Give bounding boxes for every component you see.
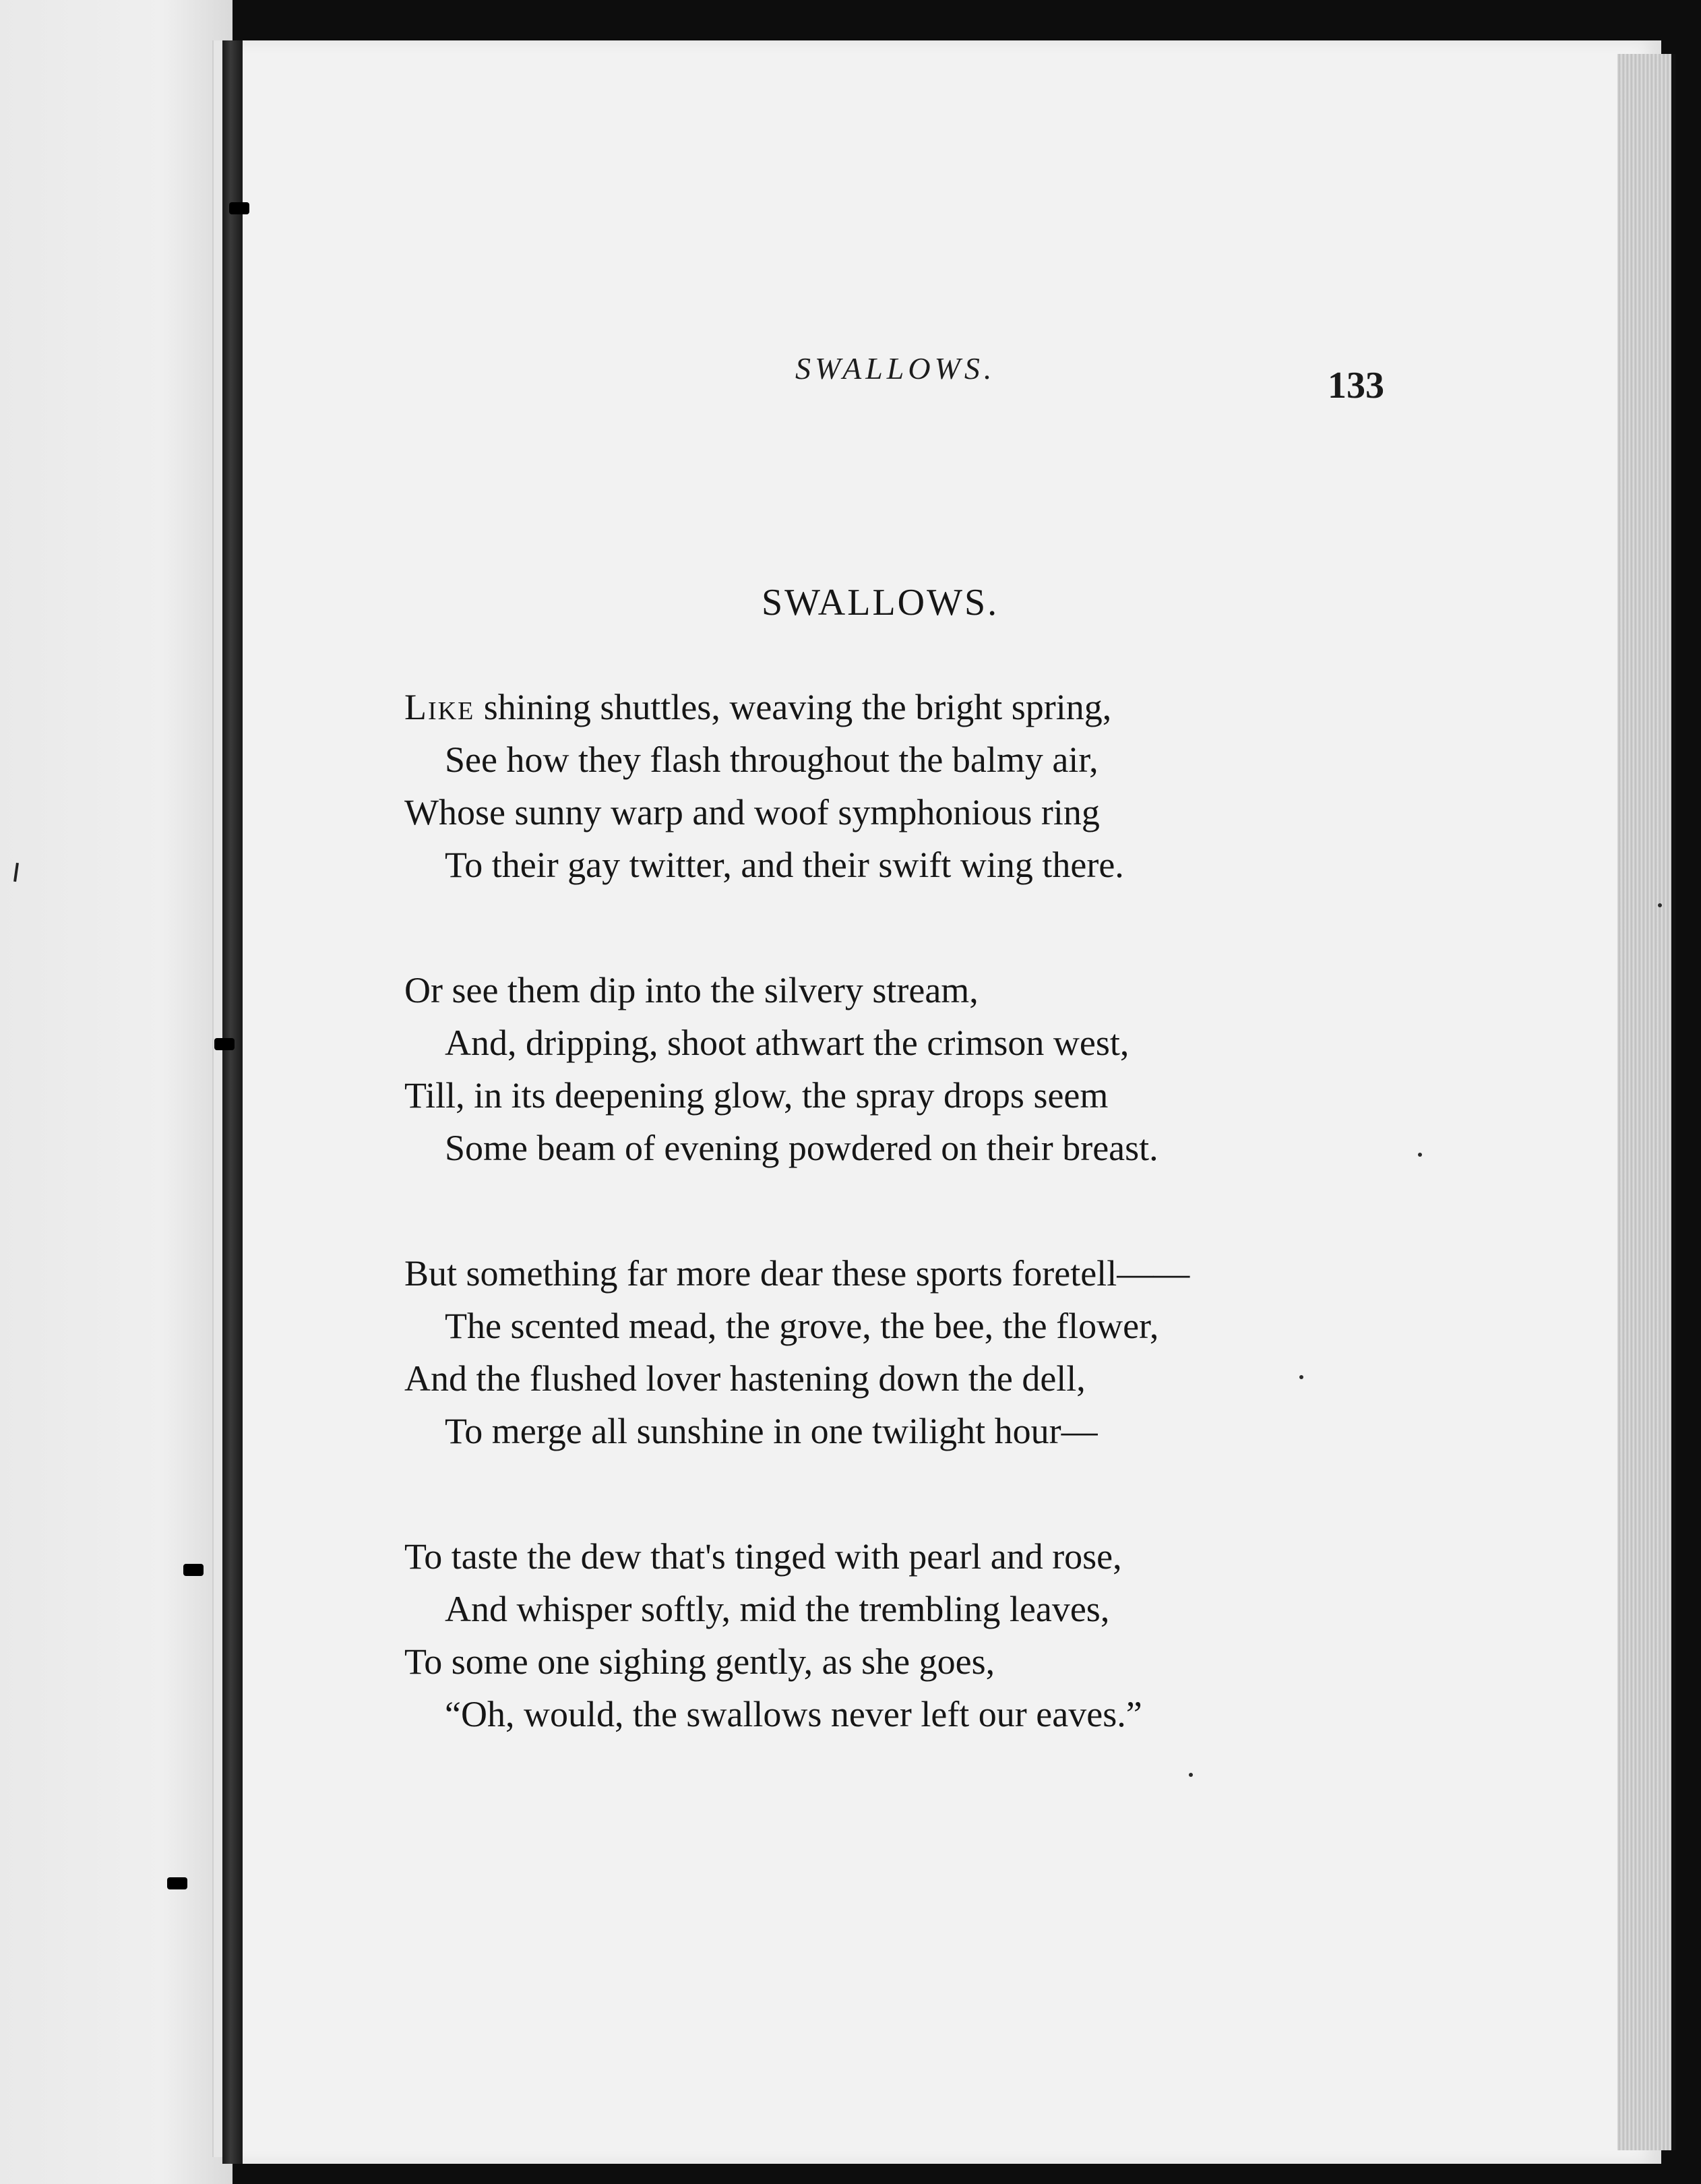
- binding-stitch: [214, 1038, 235, 1050]
- poem-line: Whose sunny warp and woof symphonious ring: [404, 792, 1100, 832]
- poem-line-text: shining shuttles, weaving the bright spring,: [474, 687, 1112, 727]
- left-page-edge: [212, 40, 223, 2157]
- poem-line: To some one sighing gently, as she goes,: [404, 1641, 995, 1682]
- poem-line: Or see them dip into the silvery stream,: [404, 970, 979, 1010]
- poem-line: Some beam of evening powdered on their breast.: [445, 1128, 1158, 1168]
- poem-line: “Oh, would, the swallows never left our eaves.”: [445, 1694, 1142, 1734]
- poem-line: And the flushed lover hastening down the dell,: [404, 1358, 1086, 1399]
- ink-speck: [1189, 1773, 1193, 1777]
- poem-line: Till, in its deepening glow, the spray drops seem: [404, 1075, 1109, 1116]
- ink-speck: [1658, 903, 1662, 907]
- ink-speck: [1418, 1153, 1422, 1157]
- stanza: [404, 964, 1361, 1174]
- stanza: [404, 1530, 1361, 1740]
- stanza: [404, 681, 1361, 891]
- poem-line: To their gay twitter, and their swift wing there.: [445, 845, 1124, 885]
- poem-line: [404, 681, 1361, 733]
- binding-stitch: [229, 202, 249, 214]
- binding-stitch: [167, 1877, 187, 1889]
- poem-line: And, dripping, shoot athwart the crimson west,: [445, 1023, 1130, 1063]
- poem-line: The scented mead, the grove, the bee, the flower,: [445, 1306, 1159, 1346]
- poem-line-lead: Like: [404, 687, 475, 727]
- poem-line: To merge all sunshine in one twilight hour—: [445, 1411, 1098, 1451]
- poem-body: [404, 681, 1361, 1740]
- ink-speck: [1299, 1375, 1303, 1379]
- stanza: [404, 1247, 1361, 1457]
- poem-title: SWALLOWS.: [762, 582, 999, 624]
- book-spine: [222, 40, 243, 2164]
- left-page: [0, 0, 233, 2184]
- page-number: 133: [1328, 365, 1384, 406]
- poem-line: To taste the dew that's tinged with pearl and rose,: [404, 1536, 1122, 1577]
- poem-line: See how they flash throughout the balmy air,: [445, 739, 1099, 780]
- binding-stitch: [183, 1564, 204, 1576]
- running-head: SWALLOWS.: [795, 351, 996, 386]
- page-edges: [1617, 54, 1675, 2150]
- poem-line: And whisper softly, mid the trembling leaves,: [445, 1589, 1110, 1629]
- poem-line: But something far more dear these sports foretell——: [404, 1253, 1190, 1294]
